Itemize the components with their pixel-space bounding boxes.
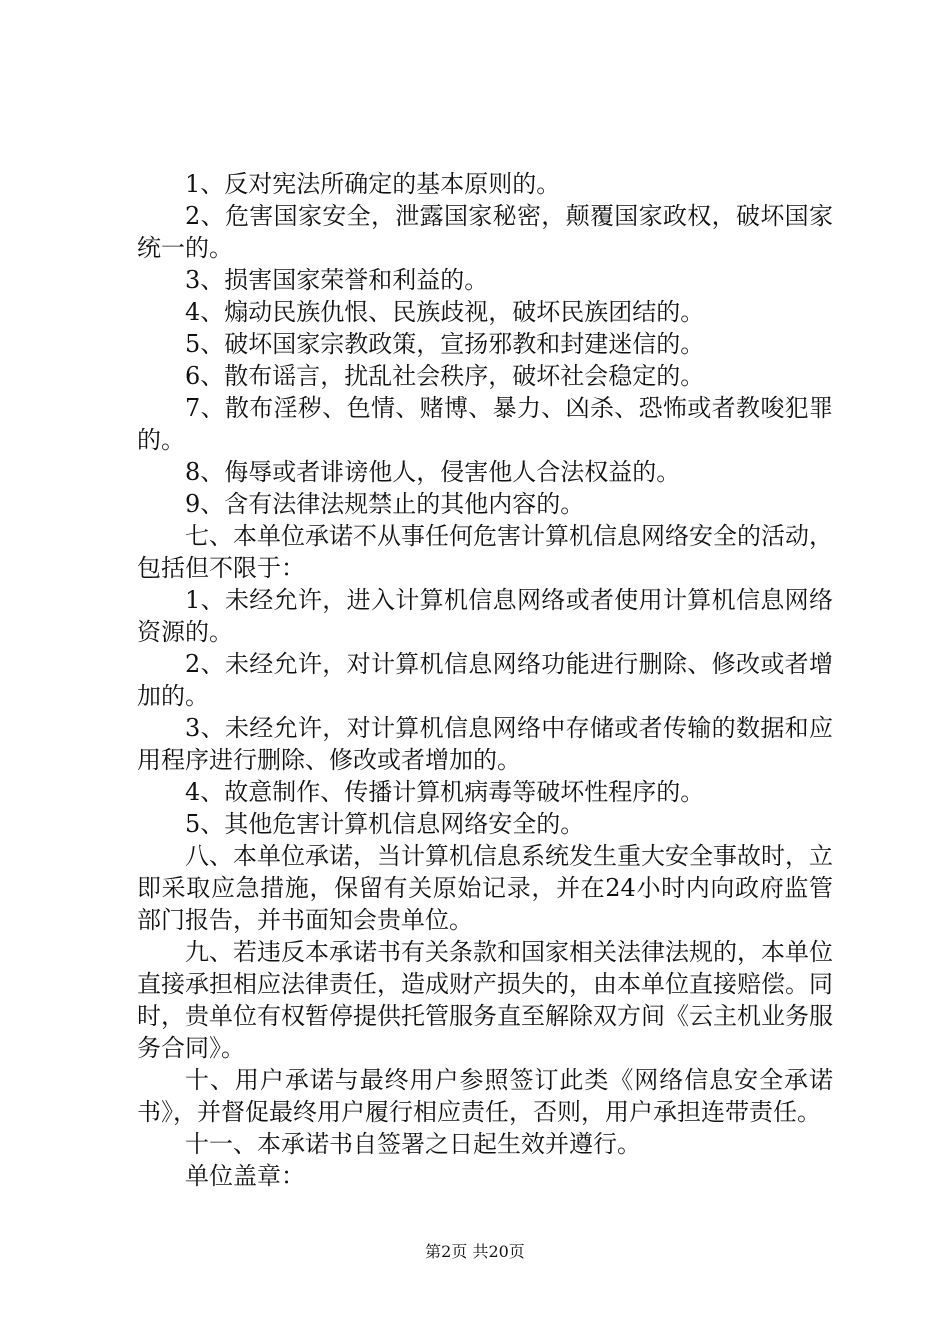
paragraph: 3、损害国家荣誉和利益的。 [185, 266, 489, 294]
section-paragraph: 九、若违反本承诺书有关条款和国家相关法律法规的，本单位直接承担相应法律责任，造成财产损失的，由本单位直接赔偿。同时，贵单位有权暂停提供托管服务直至解除双方间《云主机业务服务合同》。 [137, 938, 833, 1062]
page-number: 第2页 共20页 [425, 1242, 525, 1261]
section-paragraph: 十一、本承诺书自签署之日起生效并遵行。 [185, 1130, 641, 1158]
paragraph: 4、煽动民族仇恨、民族歧视，破坏民族团结的。 [185, 298, 705, 326]
paragraph: 2、危害国家安全，泄露国家秘密，颠覆国家政权，破坏国家统一的。 [137, 202, 833, 262]
document-body [137, 168, 833, 1192]
paragraph: 5、破坏国家宗教政策，宣扬邪教和封建迷信的。 [185, 330, 705, 358]
section-paragraph: 七、本单位承诺不从事任何危害计算机信息网络安全的活动，包括但不限于： [137, 522, 833, 582]
paragraph: 8、侮辱或者诽谤他人，侵害他人合法权益的。 [185, 458, 681, 486]
section-paragraph: 八、本单位承诺，当计算机信息系统发生重大安全事故时，立即采取应急措施，保留有关原始记录，并在24小时内向政府监管部门报告，并书面知会贵单位。 [137, 842, 833, 934]
paragraph: 6、散布谣言，扰乱社会秩序，破坏社会稳定的。 [185, 362, 705, 390]
paragraph: 1、反对宪法所确定的基本原则的。 [185, 170, 561, 198]
seal-label: 单位盖章： [185, 1162, 305, 1190]
paragraph: 4、故意制作、传播计算机病毒等破坏性程序的。 [185, 778, 705, 806]
paragraph: 1、未经允许，进入计算机信息网络或者使用计算机信息网络资源的。 [137, 586, 833, 646]
paragraph: 3、未经允许，对计算机信息网络中存储或者传输的数据和应用程序进行删除、修改或者增加的。 [137, 714, 833, 774]
paragraph: 9、含有法律法规禁止的其他内容的。 [185, 490, 585, 518]
paragraph: 5、其他危害计算机信息网络安全的。 [185, 810, 585, 838]
page-footer [0, 1240, 950, 1264]
section-paragraph: 十、用户承诺与最终用户参照签订此类《网络信息安全承诺书》，并督促最终用户履行相应责任，否则，用户承担连带责任。 [137, 1066, 833, 1126]
paragraph: 2、未经允许，对计算机信息网络功能进行删除、修改或者增加的。 [137, 650, 833, 710]
paragraph: 7、散布淫秽、色情、赌博、暴力、凶杀、恐怖或者教唆犯罪的。 [137, 394, 833, 454]
